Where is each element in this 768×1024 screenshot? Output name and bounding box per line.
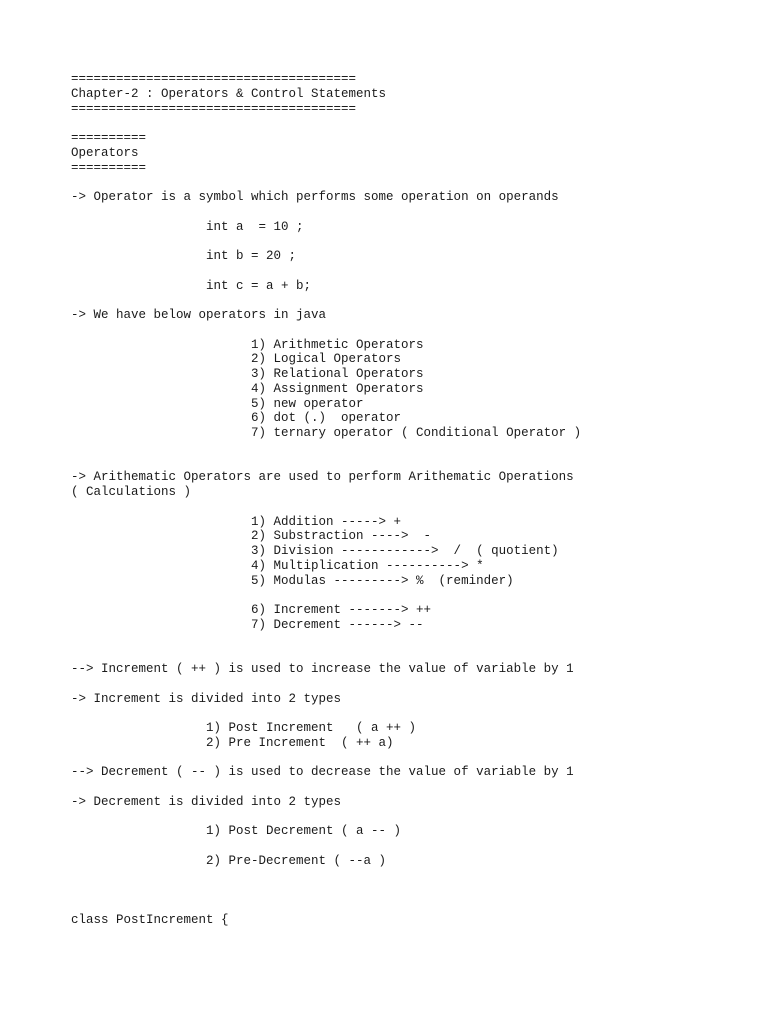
blank-line [71, 751, 581, 766]
text-line: 6) Increment -------> ++ [71, 603, 432, 617]
blank-line [71, 116, 581, 131]
text-line: ========== [71, 131, 147, 145]
text-line: 5) new operator [71, 396, 364, 411]
blank-line [71, 588, 581, 603]
text-line: int c = a + b; [71, 278, 312, 293]
text-line: 5) Modulas ---------> % (reminder) [71, 573, 514, 588]
blank-line [71, 898, 581, 913]
text-line: --> Decrement ( -- ) is used to decrease the value of variable by 1 [71, 765, 574, 780]
text-line: --> Increment ( ++ ) is used to increase the value of variable by 1 [71, 662, 574, 676]
blank-line [71, 264, 581, 279]
text-line: 2) Logical Operators [71, 352, 402, 367]
text-line: 2) Substraction ----> - [71, 529, 432, 544]
text-line: ========== [71, 160, 147, 175]
text-line: 2) Pre-Decrement ( --a ) [71, 853, 387, 868]
text-line: ====================================== [71, 101, 357, 116]
blank-line [71, 234, 581, 249]
text-line: 1) Arithmetic Operators [71, 337, 424, 352]
blank-line [71, 441, 581, 456]
blank-line [71, 677, 581, 692]
text-line: -> We have below operators in java [71, 308, 327, 322]
text-line: ====================================== [71, 72, 357, 86]
text-line: int a = 10 ; [71, 219, 304, 234]
text-line: -> Increment is divided into 2 types [71, 691, 342, 706]
blank-line [71, 647, 581, 662]
text-line: 7) ternary operator ( Conditional Operator ) [71, 426, 582, 440]
blank-line [71, 500, 581, 515]
blank-line [71, 175, 581, 190]
blank-line [71, 205, 581, 220]
text-line: 3) Division ------------> / ( quotient) [71, 544, 559, 558]
blank-line [71, 869, 581, 884]
text-line: -> Decrement is divided into 2 types [71, 794, 342, 809]
blank-line [71, 633, 581, 648]
blank-line [71, 780, 581, 795]
text-line: Operators [71, 145, 139, 160]
text-line: 3) Relational Operators [71, 367, 424, 381]
text-line: ( Calculations ) [71, 485, 192, 499]
text-line: int b = 20 ; [71, 249, 297, 263]
text-line: -> Arithematic Operators are used to perform Arithematic Operations [71, 470, 574, 485]
document-text [71, 72, 581, 928]
text-line: 1) Post Increment ( a ++ ) [71, 721, 417, 735]
text-line: 2) Pre Increment ( ++ a) [71, 735, 394, 750]
text-line: 6) dot (.) operator [71, 411, 402, 426]
text-line: 7) Decrement ------> -- [71, 617, 424, 632]
blank-line [71, 883, 581, 898]
text-line: 4) Multiplication ----------> * [71, 558, 484, 573]
blank-line [71, 810, 581, 825]
text-line: 1) Addition -----> + [71, 514, 402, 529]
text-line: 1) Post Decrement ( a -- ) [71, 824, 402, 839]
blank-line [71, 456, 581, 471]
text-line: -> Operator is a symbol which performs some operation on operands [71, 190, 559, 204]
blank-line [71, 323, 581, 338]
blank-line [71, 706, 581, 721]
text-line: class PostIncrement { [71, 912, 229, 927]
text-line: 4) Assignment Operators [71, 381, 424, 396]
blank-line [71, 293, 581, 308]
blank-line [71, 839, 581, 854]
text-line: Chapter-2 : Operators & Control Statements [71, 86, 387, 101]
